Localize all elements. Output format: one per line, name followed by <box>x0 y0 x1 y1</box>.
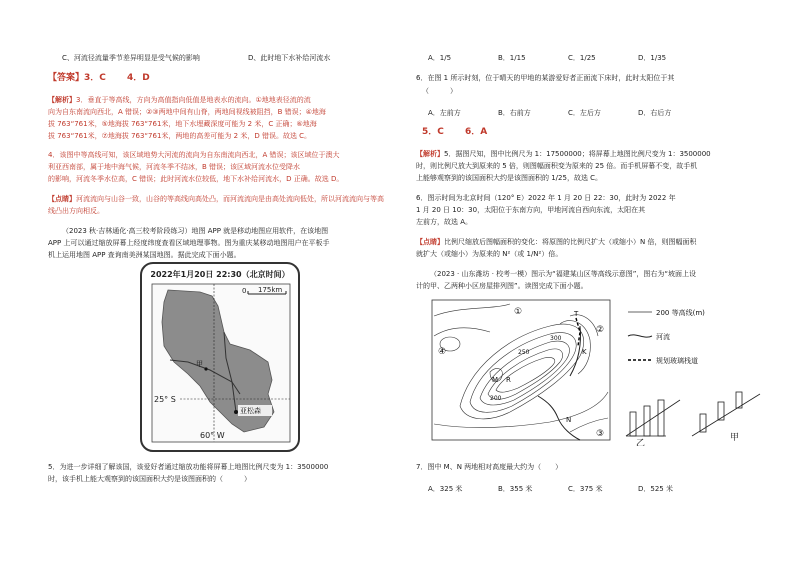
label-yi: 乙 <box>636 439 646 446</box>
answer-line <box>48 73 150 84</box>
analysis-label: 【解析】 <box>48 96 76 104</box>
q6-line-2: （ ） <box>422 87 457 95</box>
label-K: K <box>582 348 587 356</box>
label-asuncion: 亚松森 <box>240 407 261 415</box>
legend-path: 规划玻璃栈道 <box>656 357 698 365</box>
analysis-3-line-3: 拔 763“761米，⑤地海拔 763“761米，地下水埋藏深度可能为 2 米，C 正确；⑥地海 <box>48 120 317 128</box>
tip-label: 【点睛】 <box>48 195 76 203</box>
q7-line: 7．图中 M、N 两地相对高度最大约为（ ） <box>416 463 563 471</box>
q6-option-d: D．右后方 <box>638 109 672 117</box>
house-diagram-jia <box>692 392 760 436</box>
analysis-5-line-2: 时，则比例尺放大到原来的 5 倍，则图幅面积变为原来的 25 倍。而手机屏幕不变，故手机 <box>416 162 698 170</box>
analysis-3-line-1: 【解析】3．垂直于等高线，方向为高值指向低值是地表水的流向。①地地表径流的流 <box>48 96 311 104</box>
q5-option-b: B．1/15 <box>498 54 526 62</box>
context-right-line-2: 计的甲、乙两种小区房屋排列图”。读图完成下面小题。 <box>416 282 588 290</box>
legend-contour: 200 等高线(m) <box>656 309 705 317</box>
contour-label-200: 200 <box>490 395 502 402</box>
answer-label: 【答案】 <box>48 73 85 83</box>
analysis-4-line-1: 4．该图中等高线可知，该区域地势大河流的流向为自东南流向西北，A 错误；该区域位于澳大 <box>48 151 340 159</box>
q7-option-d: D．525 米 <box>638 485 673 493</box>
analysis-4-line-2: 利亚西南部，属于地中海气候，河流冬季不结冰，B 错误；该区域河流水位受降水 <box>48 163 301 171</box>
circle-num-4: ④ <box>438 347 447 357</box>
q6-option-c: C．左后方 <box>568 109 601 117</box>
tip-label-right: 【点睛】 <box>416 238 444 246</box>
q3-option-c: C、河流径流量季节差异明显是受气候的影响 <box>62 54 200 62</box>
label-T: T <box>574 310 579 318</box>
analysis-label-right: 【解析】 <box>416 150 444 158</box>
analysis-3-line-2: 向为自东南流向西北，A 错误；②③两地中间有山脊，两地间视线被阻挡，B 错误；④地海 <box>48 108 326 116</box>
asuncion-dot <box>234 410 238 414</box>
q3-option-d: D、此时地下水补给河流水 <box>248 54 331 62</box>
q5-line-1: 5．为进一步详细了解该国，该爱好者通过缩放功能将屏幕上地图比例尺变为 1：3500000 <box>48 463 329 471</box>
context-line-1: （2023 秋·吉林通化·高三校考阶段练习）地图 APP 就是移动地图应用软件，在该地图 <box>62 227 329 235</box>
answer-line-right <box>422 127 487 138</box>
label-N: N <box>566 416 572 424</box>
q7-option-a: A．325 米 <box>428 485 463 493</box>
tip-line-1-right: 【点睛】比例尺缩放后图幅面积的变化：将原图的比例尺扩大（或缩小）N 倍，则图幅面积 <box>416 238 697 246</box>
analysis-5-line-3: 上能够观察到的该国面积大约是该图面积的 1/25，故选 C。 <box>416 174 603 182</box>
analysis-5-line-1: 【解析】5．据图尺知，图中比例尺为 1：17500000；将屏幕上地图比例尺变为 1：3500000 <box>416 150 711 158</box>
contour-label-300: 300 <box>550 335 562 342</box>
analysis-6-line-1: 6．图示时间为北京时间（120° E）2022 年 1 月 20 日 22：30，此时为 2022 年 <box>416 194 676 202</box>
analysis-6-line-2: 1 月 20 日 10：30，太阳位于东南方向，甲地河流自西向东流，太阳在其 <box>416 206 646 214</box>
answer-value-right: 5．C 6．A <box>422 127 488 137</box>
label-longitude: 60° W <box>200 431 225 440</box>
q5-line-2: 时，该手机上能大观察到的该国面积大约是该图面积的（ ） <box>48 475 251 483</box>
topo-frame <box>432 300 610 440</box>
q6-line-1: 6．在图 1 所示时刻，位于晴天的甲地的某游爱好者正面流下床时，此时太阳位于其 <box>416 74 675 82</box>
label-M: M <box>492 376 499 384</box>
analysis-4-line-3: 的影响，河流冬季水位高，C 错误；此时河流水位较低，地下水补给河流水，D 正确。故选 D。 <box>48 175 344 183</box>
q7-option-c: C．375 米 <box>568 485 603 493</box>
tip-line-2: 线凸出方向相反。 <box>48 207 104 215</box>
context-right-line-1: （2023 · 山东潍坊 · 校考一模）图示为“福建某山区等高线示意图”，图右为“坡面上设 <box>430 270 697 278</box>
context-line-2: APP 上可以通过缩放屏幕上经度纬度查看区域地理事物。图为重庆某移动地图用户在平板手 <box>48 239 330 247</box>
q6-option-a: A．左前方 <box>428 109 461 117</box>
label-R: R <box>506 376 511 384</box>
circle-num-2: ② <box>596 325 605 335</box>
contour-label-250: 250 <box>518 349 530 356</box>
context-line-3: 机上运用地图 APP 查询南美洲某国地图。据此完成下面小题。 <box>48 251 241 259</box>
circle-num-1: ① <box>514 307 523 317</box>
answer-value: 3．C 4．D <box>84 73 150 83</box>
analysis-6-line-3: 左前方，故选 A。 <box>416 218 473 226</box>
tip-line-2-right: 就扩大（或缩小）为原来的 N²（或 1/N²）倍。 <box>416 250 563 258</box>
south-america-map <box>140 262 300 452</box>
legend-river-line <box>628 335 652 337</box>
tip-line-1: 【点睛】河流流向与山谷一致，山谷的等高线向高处凸，而河流流向是由高处流向低处，所以河流流向与等高 <box>48 195 384 203</box>
analysis-3-line-4: 拔 763“761米，⑦地海拔 763“761米，两地的高差可能为 2 米，D 错误。故选 C。 <box>48 132 312 140</box>
label-jia-right: 甲 <box>730 433 740 443</box>
label-latitude: 25° S <box>154 395 176 404</box>
map-header: 2022年1月20日 22:30（北京时间） <box>150 270 290 279</box>
scale-zero: 0 <box>242 287 247 295</box>
q5-option-a: A．1/5 <box>428 54 452 62</box>
q5-option-c: C．1/25 <box>568 54 596 62</box>
scale-km: 175km <box>258 286 283 294</box>
q5-option-d: D．1/35 <box>638 54 667 62</box>
point-jia <box>204 367 207 370</box>
q7-option-b: B．355 米 <box>498 485 533 493</box>
circle-num-3: ③ <box>596 429 605 439</box>
house-diagram-yi <box>626 400 680 436</box>
legend-river: 河流 <box>656 333 670 341</box>
q6-option-b: B．右前方 <box>498 109 531 117</box>
label-jia: 甲 <box>196 360 203 368</box>
topographic-map <box>430 296 766 446</box>
